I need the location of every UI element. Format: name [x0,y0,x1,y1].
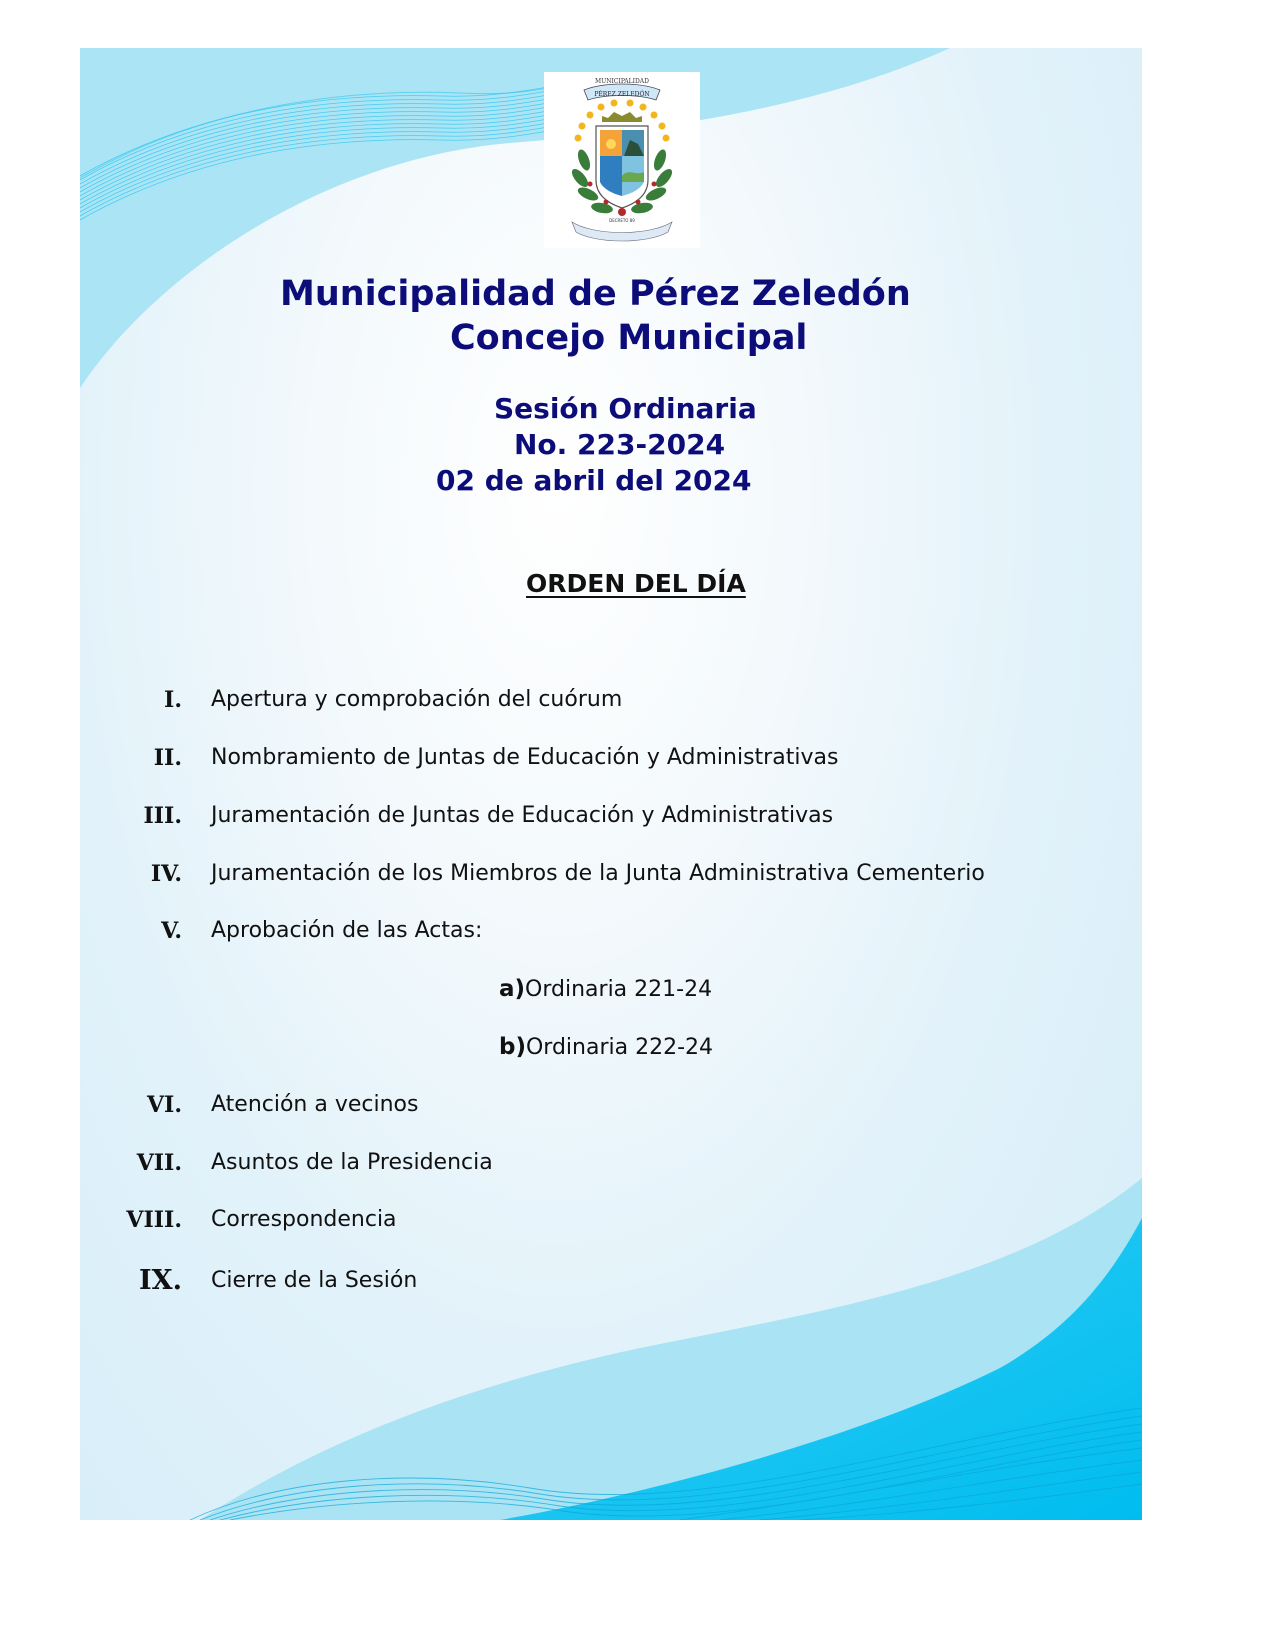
session-date: 02 de abril del 2024 [436,464,752,497]
agenda-item-text: Asuntos de la Presidencia [211,1150,493,1175]
agenda-subitem-letter: b) [499,1034,526,1060]
session-type: Sesión Ordinaria [494,392,757,425]
svg-text:PÉREZ ZELEDÓN: PÉREZ ZELEDÓN [594,91,650,98]
agenda-item-number: II. [153,745,182,771]
agenda-subitem [499,976,712,1008]
agenda-item-text: Correspondencia [211,1207,397,1232]
svg-text:MUNICIPALIDAD: MUNICIPALIDAD [595,78,649,85]
document-page [80,48,1142,1520]
agenda-item [80,918,1142,950]
agenda-subitem [499,1034,713,1066]
agenda-item-text: Nombramiento de Juntas de Educación y Administrativas [211,745,839,770]
agenda-item-number: VII. [136,1150,182,1176]
agenda-item [80,745,1142,777]
agenda-item-text: Atención a vecinos [211,1092,419,1117]
session-number: No. 223-2024 [514,428,726,461]
agenda-item-text: Juramentación de los Miembros de la Junta Administrativa Cementerio [211,861,985,886]
agenda-item-number: I. [164,687,182,713]
municipality-name: Municipalidad de Pérez Zeledón [280,274,911,314]
council-name: Concejo Municipal [450,318,808,358]
agenda-item-text: Cierre de la Sesión [211,1268,418,1293]
agenda-subitem-text: Ordinaria 221-24 [525,977,713,1002]
agenda-item-number: III. [143,803,182,829]
agenda-item-text: Apertura y comprobación del cuórum [211,687,623,712]
agenda-item-number: IV. [150,861,182,887]
agenda-item-number: VI. [146,1092,182,1118]
agenda-item-number: IX. [139,1265,182,1296]
agenda-item [80,1092,1142,1124]
agenda-item [80,1207,1142,1239]
coat-of-arms-icon [544,72,700,248]
agenda-subitem-letter: a) [499,976,526,1002]
agenda-item [80,861,1142,893]
agenda-subitem-text: Ordinaria 222-24 [525,1035,714,1060]
agenda-item-text: Aprobación de las Actas: [211,918,483,943]
municipal-logo [544,72,700,248]
svg-text:DECRETO 89: DECRETO 89 [609,218,635,223]
agenda-item-number: V. [161,918,182,944]
agenda-item [80,803,1142,835]
agenda-item [80,1265,1142,1300]
agenda-item [80,1150,1142,1182]
agenda-title: ORDEN DEL DÍA [526,569,746,598]
agenda-item-number: VIII. [126,1207,182,1233]
agenda-item [80,687,1142,719]
agenda-item-text: Juramentación de Juntas de Educación y Administrativas [211,803,834,828]
